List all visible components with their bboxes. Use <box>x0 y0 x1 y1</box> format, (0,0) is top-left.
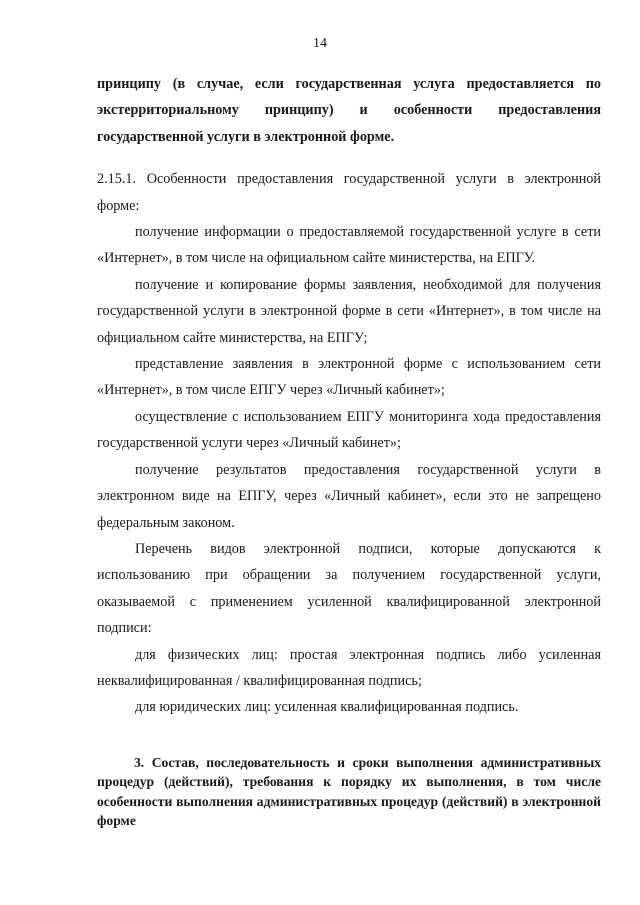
paragraph-info-internet: получение информации о предоставляемой государственной услуге в сети «Интернет», в том числе на официальном сайте министерства, на ЕПГУ. <box>97 224 601 267</box>
section-heading: 3. Состав, последовательность и сроки выполнения административных процедур (действий), требования к порядку их выполнения, в том числе особенности выполнения административных процедур (действий) в электронной форме <box>97 755 601 828</box>
paragraph-legal-entities: для юридических лиц: усиленная квалифицированная подпись. <box>135 699 519 716</box>
section-3 <box>97 753 601 830</box>
page-number: 14 <box>313 36 327 51</box>
paragraph-2-15-1: 2.15.1. Особенности предоставления государственной услуги в электронной форме: <box>97 171 601 214</box>
paragraph-application-submit: представление заявления в электронной форме с использованием сети «Интернет», в том числе ЕПГУ через «Личный кабинет»; <box>97 356 601 399</box>
paragraph-results: получение результатов предоставления государственной услуги в электронном виде на ЕПГУ, через «Личный кабинет», если это не запрещено федеральным законом. <box>97 461 601 531</box>
intro-bold-paragraph: принципу (в случае, если государственная услуга предоставляется по экстерриториальному принципу) и особенности предоставления государственной услуги в электронной форме. <box>97 76 601 145</box>
paragraph-form-copy: получение и копирование формы заявления, необходимой для получения государственной услуги в электронной форме в сети «Интернет», в том числе на официальном сайте министерства, на ЕПГУ; <box>97 276 601 346</box>
paragraph-monitoring: осуществление с использованием ЕПГУ мониторинга хода предоставления государственной услуги через «Личный кабинет»; <box>97 408 601 452</box>
paragraph-individuals: для физических лиц: простая электронная подпись либо усиленная неквалифицированная / квалифицированная подпись; <box>97 646 601 689</box>
body-text <box>97 71 601 721</box>
paragraph-signature-types: Перечень видов электронной подписи, которые допускаются к использованию при обращении за получением государственной услуги, оказываемой с применением усиленной квалифицированной электронной подписи: <box>97 540 601 637</box>
